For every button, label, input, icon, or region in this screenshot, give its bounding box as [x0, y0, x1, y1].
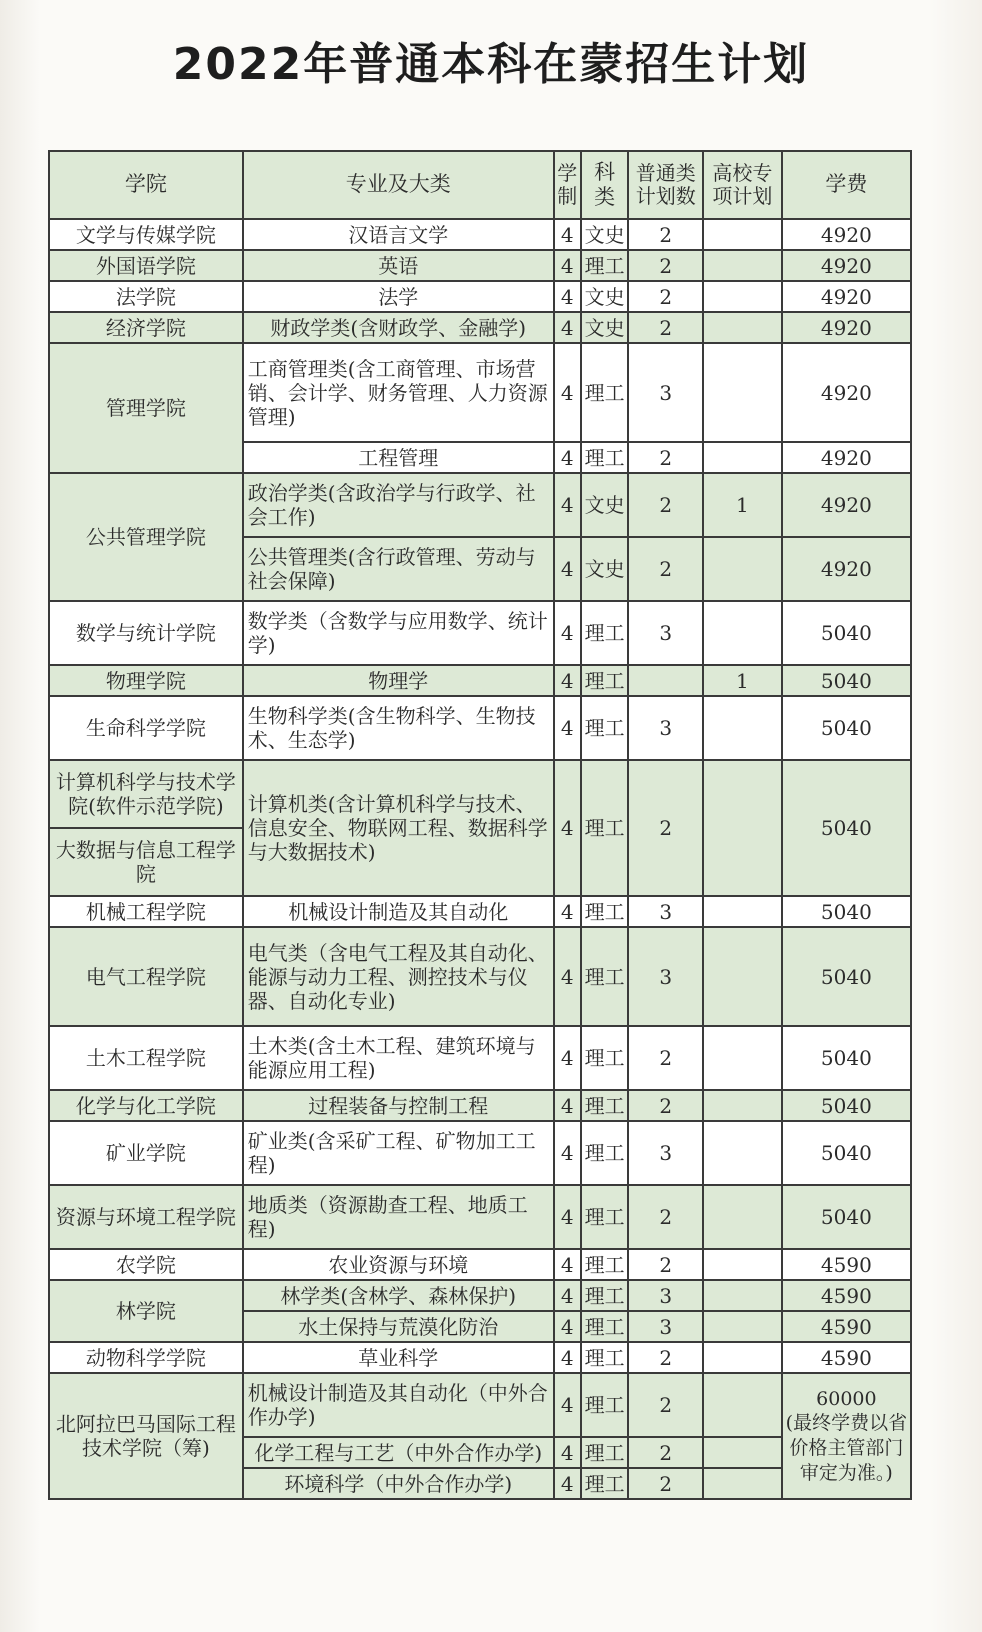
college-cell: 土木工程学院 — [49, 1026, 243, 1090]
college-cell: 公共管理学院 — [49, 473, 243, 601]
major-cell: 物理学 — [243, 665, 554, 696]
subject-cell: 理工 — [581, 1026, 628, 1090]
table-row — [49, 250, 911, 281]
fee-cell: 4920 — [782, 219, 911, 250]
duration-cell: 4 — [554, 601, 581, 665]
plan-cell: 2 — [628, 250, 703, 281]
subject-cell: 理工 — [581, 1185, 628, 1249]
duration-cell: 4 — [554, 312, 581, 343]
table-row — [49, 601, 911, 665]
plan-cell: 2 — [628, 473, 703, 537]
plan-cell: 2 — [628, 760, 703, 896]
duration-cell: 4 — [554, 1342, 581, 1373]
subject-cell: 理工 — [581, 1121, 628, 1185]
college-cell: 机械工程学院 — [49, 896, 243, 927]
fee-cell: 4920 — [782, 537, 911, 601]
duration-cell: 4 — [554, 665, 581, 696]
duration-cell: 4 — [554, 1468, 581, 1499]
plan-cell: 3 — [628, 1311, 703, 1342]
table-row — [49, 1249, 911, 1280]
special-plan-cell — [703, 250, 782, 281]
header-subject: 科类 — [581, 151, 628, 219]
subject-cell: 理工 — [581, 1437, 628, 1468]
major-cell: 过程装备与控制工程 — [243, 1090, 554, 1121]
table-header-row — [49, 151, 911, 219]
table-row — [49, 1185, 911, 1249]
college-cell: 法学院 — [49, 281, 243, 312]
major-cell: 电气类（含电气工程及其自动化、能源与动力工程、测控技术与仪器、自动化专业) — [243, 927, 554, 1026]
fee-cell: 4590 — [782, 1311, 911, 1342]
plan-cell: 2 — [628, 1185, 703, 1249]
college-cell: 文学与传媒学院 — [49, 219, 243, 250]
plan-cell: 3 — [628, 927, 703, 1026]
college-cell: 数学与统计学院 — [49, 601, 243, 665]
fee-cell: 4590 — [782, 1249, 911, 1280]
fee-value: 60000 — [816, 1387, 877, 1410]
subject-cell: 理工 — [581, 1090, 628, 1121]
duration-cell: 4 — [554, 1311, 581, 1342]
plan-cell: 2 — [628, 1026, 703, 1090]
major-cell: 英语 — [243, 250, 554, 281]
subject-cell: 文史 — [581, 281, 628, 312]
special-plan-cell — [703, 312, 782, 343]
fee-cell: 4590 — [782, 1280, 911, 1311]
table-row — [49, 665, 911, 696]
duration-cell: 4 — [554, 927, 581, 1026]
special-plan-cell — [703, 1437, 782, 1468]
subject-cell: 理工 — [581, 1280, 628, 1311]
subject-cell: 理工 — [581, 760, 628, 896]
special-plan-cell — [703, 1026, 782, 1090]
college-cell: 经济学院 — [49, 312, 243, 343]
fee-cell: 5040 — [782, 1090, 911, 1121]
special-plan-cell — [703, 927, 782, 1026]
header-fee: 学费 — [782, 151, 911, 219]
major-cell: 公共管理类(含行政管理、劳动与社会保障) — [243, 537, 554, 601]
header-college: 学院 — [49, 151, 243, 219]
duration-cell: 4 — [554, 1437, 581, 1468]
subject-cell: 文史 — [581, 219, 628, 250]
major-cell: 计算机类(含计算机科学与技术、信息安全、物联网工程、数据科学与大数据技术) — [243, 760, 554, 896]
subject-cell: 理工 — [581, 1468, 628, 1499]
special-plan-cell — [703, 1311, 782, 1342]
table-row — [49, 927, 911, 1026]
table-row — [49, 1342, 911, 1373]
subject-cell: 理工 — [581, 1342, 628, 1373]
table-row — [49, 281, 911, 312]
plan-cell: 3 — [628, 696, 703, 760]
duration-cell: 4 — [554, 473, 581, 537]
special-plan-cell — [703, 1342, 782, 1373]
table-row — [49, 896, 911, 927]
plan-cell — [628, 665, 703, 696]
fee-cell: 5040 — [782, 1026, 911, 1090]
plan-cell: 2 — [628, 219, 703, 250]
plan-cell: 2 — [628, 537, 703, 601]
major-cell: 地质类（资源勘查工程、地质工程) — [243, 1185, 554, 1249]
special-plan-cell — [703, 281, 782, 312]
subject-cell: 理工 — [581, 665, 628, 696]
major-cell: 数学类（含数学与应用数学、统计学) — [243, 601, 554, 665]
fee-cell: 5040 — [782, 760, 911, 896]
header-major: 专业及大类 — [243, 151, 554, 219]
subject-cell: 理工 — [581, 250, 628, 281]
fee-cell: 5040 — [782, 1121, 911, 1185]
plan-cell: 3 — [628, 1121, 703, 1185]
duration-cell: 4 — [554, 219, 581, 250]
fee-cell — [782, 1373, 911, 1499]
duration-cell: 4 — [554, 250, 581, 281]
subject-cell: 理工 — [581, 442, 628, 473]
subject-cell: 文史 — [581, 312, 628, 343]
table-row — [49, 1121, 911, 1185]
special-plan-cell: 1 — [703, 473, 782, 537]
plan-cell: 3 — [628, 1280, 703, 1311]
special-plan-cell — [703, 601, 782, 665]
plan-cell: 3 — [628, 343, 703, 442]
college-cell: 生命科学学院 — [49, 696, 243, 760]
plan-cell: 2 — [628, 1373, 703, 1437]
special-plan-cell — [703, 219, 782, 250]
table-row — [49, 473, 911, 537]
table-row — [49, 343, 911, 442]
college-cell: 物理学院 — [49, 665, 243, 696]
major-cell: 政治学类(含政治学与行政学、社会工作) — [243, 473, 554, 537]
fee-cell: 4920 — [782, 312, 911, 343]
major-cell: 法学 — [243, 281, 554, 312]
fee-cell: 4920 — [782, 250, 911, 281]
college-cell: 农学院 — [49, 1249, 243, 1280]
duration-cell: 4 — [554, 696, 581, 760]
major-cell: 林学类(含林学、森林保护) — [243, 1280, 554, 1311]
plan-cell: 2 — [628, 1468, 703, 1499]
special-plan-cell — [703, 537, 782, 601]
duration-cell: 4 — [554, 281, 581, 312]
header-duration: 学制 — [554, 151, 581, 219]
major-cell: 水土保持与荒漠化防治 — [243, 1311, 554, 1342]
fee-cell: 4920 — [782, 281, 911, 312]
fee-cell: 5040 — [782, 896, 911, 927]
header-plan-general: 普通类计划数 — [628, 151, 703, 219]
college-cell: 电气工程学院 — [49, 927, 243, 1026]
special-plan-cell — [703, 343, 782, 442]
major-cell: 环境科学（中外合作办学) — [243, 1468, 554, 1499]
special-plan-cell — [703, 1280, 782, 1311]
major-cell: 机械设计制造及其自动化（中外合作办学) — [243, 1373, 554, 1437]
college-cell: 大数据与信息工程学院 — [49, 828, 243, 896]
major-cell: 财政学类(含财政学、金融学) — [243, 312, 554, 343]
duration-cell: 4 — [554, 1121, 581, 1185]
college-cell: 管理学院 — [49, 343, 243, 473]
fee-note: (最终学费以省价格主管部门审定为准。) — [785, 1412, 908, 1484]
table-row — [49, 760, 911, 828]
plan-cell: 2 — [628, 281, 703, 312]
duration-cell: 4 — [554, 1026, 581, 1090]
table-row — [49, 1280, 911, 1311]
table-row — [49, 1026, 911, 1090]
table-row — [49, 219, 911, 250]
special-plan-cell — [703, 1373, 782, 1437]
fee-cell: 5040 — [782, 696, 911, 760]
plan-cell: 3 — [628, 896, 703, 927]
major-cell: 草业科学 — [243, 1342, 554, 1373]
duration-cell: 4 — [554, 1280, 581, 1311]
college-cell: 外国语学院 — [49, 250, 243, 281]
special-plan-cell — [703, 1185, 782, 1249]
plan-cell: 2 — [628, 1090, 703, 1121]
special-plan-cell — [703, 760, 782, 896]
plan-cell: 2 — [628, 1249, 703, 1280]
duration-cell: 4 — [554, 760, 581, 896]
duration-cell: 4 — [554, 1249, 581, 1280]
subject-cell: 理工 — [581, 601, 628, 665]
subject-cell: 理工 — [581, 1249, 628, 1280]
page-title: 2022年普通本科在蒙招生计划 — [172, 39, 810, 90]
fee-cell: 5040 — [782, 927, 911, 1026]
fee-cell: 5040 — [782, 665, 911, 696]
subject-cell: 文史 — [581, 537, 628, 601]
duration-cell: 4 — [554, 1185, 581, 1249]
fee-cell: 4590 — [782, 1342, 911, 1373]
college-cell: 资源与环境工程学院 — [49, 1185, 243, 1249]
special-plan-cell — [703, 1090, 782, 1121]
duration-cell: 4 — [554, 1373, 581, 1437]
college-cell: 北阿拉巴马国际工程技术学院（筹) — [49, 1373, 243, 1499]
college-cell: 林学院 — [49, 1280, 243, 1342]
subject-cell: 理工 — [581, 927, 628, 1026]
special-plan-cell — [703, 696, 782, 760]
major-cell: 矿业类(含采矿工程、矿物加工工程) — [243, 1121, 554, 1185]
table-row — [49, 1373, 911, 1437]
special-plan-cell: 1 — [703, 665, 782, 696]
major-cell: 机械设计制造及其自动化 — [243, 896, 554, 927]
fee-cell: 5040 — [782, 1185, 911, 1249]
fee-cell: 4920 — [782, 343, 911, 442]
major-cell: 土木类(含土木工程、建筑环境与能源应用工程) — [243, 1026, 554, 1090]
plan-cell: 2 — [628, 312, 703, 343]
duration-cell: 4 — [554, 343, 581, 442]
duration-cell: 4 — [554, 896, 581, 927]
college-cell: 化学与化工学院 — [49, 1090, 243, 1121]
fee-cell: 5040 — [782, 601, 911, 665]
plan-cell: 2 — [628, 1342, 703, 1373]
major-cell: 农业资源与环境 — [243, 1249, 554, 1280]
duration-cell: 4 — [554, 537, 581, 601]
fee-cell: 4920 — [782, 442, 911, 473]
enrollment-plan-table — [48, 150, 912, 1500]
college-cell: 动物科学学院 — [49, 1342, 243, 1373]
subject-cell: 理工 — [581, 1373, 628, 1437]
college-cell: 计算机科学与技术学院(软件示范学院) — [49, 760, 243, 828]
major-cell: 汉语言文学 — [243, 219, 554, 250]
major-cell: 工程管理 — [243, 442, 554, 473]
special-plan-cell — [703, 442, 782, 473]
subject-cell: 理工 — [581, 896, 628, 927]
subject-cell: 理工 — [581, 343, 628, 442]
header-plan-special: 高校专项计划 — [703, 151, 782, 219]
subject-cell: 文史 — [581, 473, 628, 537]
plan-cell: 3 — [628, 601, 703, 665]
table-row — [49, 696, 911, 760]
special-plan-cell — [703, 896, 782, 927]
subject-cell: 理工 — [581, 696, 628, 760]
major-cell: 化学工程与工艺（中外合作办学) — [243, 1437, 554, 1468]
special-plan-cell — [703, 1121, 782, 1185]
special-plan-cell — [703, 1249, 782, 1280]
major-cell: 工商管理类(含工商管理、市场营销、会计学、财务管理、人力资源管理) — [243, 343, 554, 442]
duration-cell: 4 — [554, 1090, 581, 1121]
plan-cell: 2 — [628, 442, 703, 473]
table-row — [49, 312, 911, 343]
subject-cell: 理工 — [581, 1311, 628, 1342]
major-cell: 生物科学类(含生物科学、生物技术、生态学) — [243, 696, 554, 760]
duration-cell: 4 — [554, 442, 581, 473]
college-cell: 矿业学院 — [49, 1121, 243, 1185]
table-row — [49, 1090, 911, 1121]
fee-cell: 4920 — [782, 473, 911, 537]
plan-cell: 2 — [628, 1437, 703, 1468]
special-plan-cell — [703, 1468, 782, 1499]
